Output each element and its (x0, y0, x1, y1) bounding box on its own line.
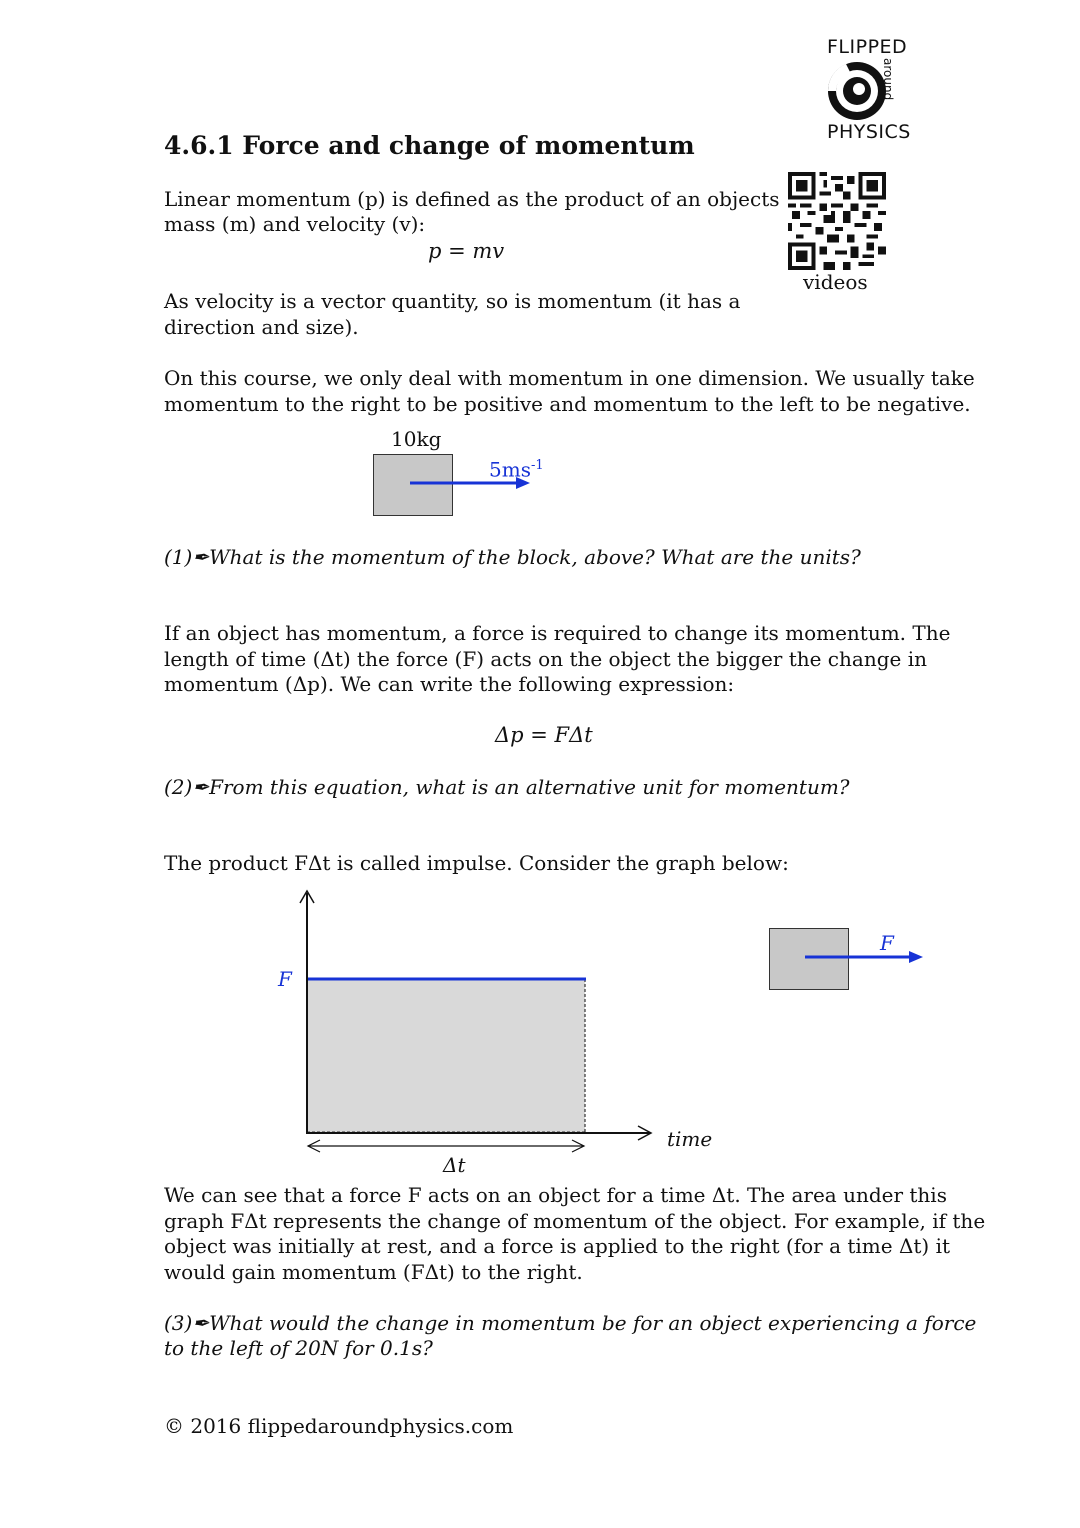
flipped-logo-swirl (826, 58, 916, 124)
question-2: (2)✒From this equation, what is an alternative unit for momentum? (164, 775, 850, 799)
force-para-line-2: length of time (Δt) the force (F) acts on the object the bigger the change in (164, 647, 927, 671)
area-para-line-4: would gain momentum (FΔt) to the right. (164, 1260, 583, 1284)
vector-para-line-1: As velocity is a vector quantity, so is momentum (it has a (164, 289, 741, 313)
logo-top-word: FLIPPED (827, 36, 908, 58)
vector-para-line-2: direction and size). (164, 315, 359, 339)
logo-bottom-word: PHYSICS (827, 121, 911, 143)
block-mass-label: 10kg (391, 427, 442, 451)
dimension-para-line-2: momentum to the right to be positive and momentum to the left to be negative. (164, 392, 971, 416)
question-3-line-2: to the left of 20N for 0.1s? (164, 1336, 433, 1360)
force-arrow (803, 948, 927, 966)
footer-copyright: © 2016 flippedaroundphysics.com (164, 1414, 514, 1438)
question-3-line-1: (3)✒What would the change in momentum be for an object experiencing a force (164, 1311, 977, 1335)
impulse-equation: Δp = FΔt (495, 723, 593, 747)
dimension-para-line-1: On this course, we only deal with momentum in one dimension. We usually take (164, 366, 975, 390)
graph-x-label: time (667, 1127, 713, 1151)
momentum-equation: p = mv (428, 239, 505, 263)
graph-interval-label: Δt (443, 1153, 466, 1177)
force-para-line-3: momentum (Δp). We can write the following expression: (164, 672, 735, 696)
impulse-area (307, 979, 585, 1133)
velocity-label-exponent: -1 (530, 458, 544, 473)
qr-code-icon[interactable] (788, 172, 886, 270)
area-para-line-1: We can see that a force F acts on an object for a time Δt. The area under this (164, 1183, 947, 1207)
area-para-line-2: graph FΔt represents the change of momentum of the object. For example, if the (164, 1209, 986, 1233)
qr-caption: videos (803, 270, 868, 294)
impulse-intro: The product FΔt is called impulse. Consider the graph below: (164, 851, 789, 875)
page-title: 4.6.1 Force and change of momentum (164, 131, 695, 160)
graph-y-label: F (278, 967, 292, 991)
velocity-label-base: 5ms (489, 457, 531, 482)
force-para-line-1: If an object has momentum, a force is required to change its momentum. The (164, 621, 951, 645)
intro-line-2: mass (m) and velocity (v): (164, 212, 426, 236)
velocity-label (489, 453, 544, 483)
logo-side-word: around (881, 58, 895, 101)
intro-line-1: Linear momentum (p) is defined as the product of an objects (164, 187, 780, 211)
force-time-graph (270, 885, 730, 1155)
question-1: (1)✒What is the momentum of the block, above? What are the units? (164, 545, 861, 569)
force-arrow-label: F (880, 931, 894, 955)
area-para-line-3: object was initially at rest, and a force is applied to the right (for a time Δt) it (164, 1234, 951, 1258)
